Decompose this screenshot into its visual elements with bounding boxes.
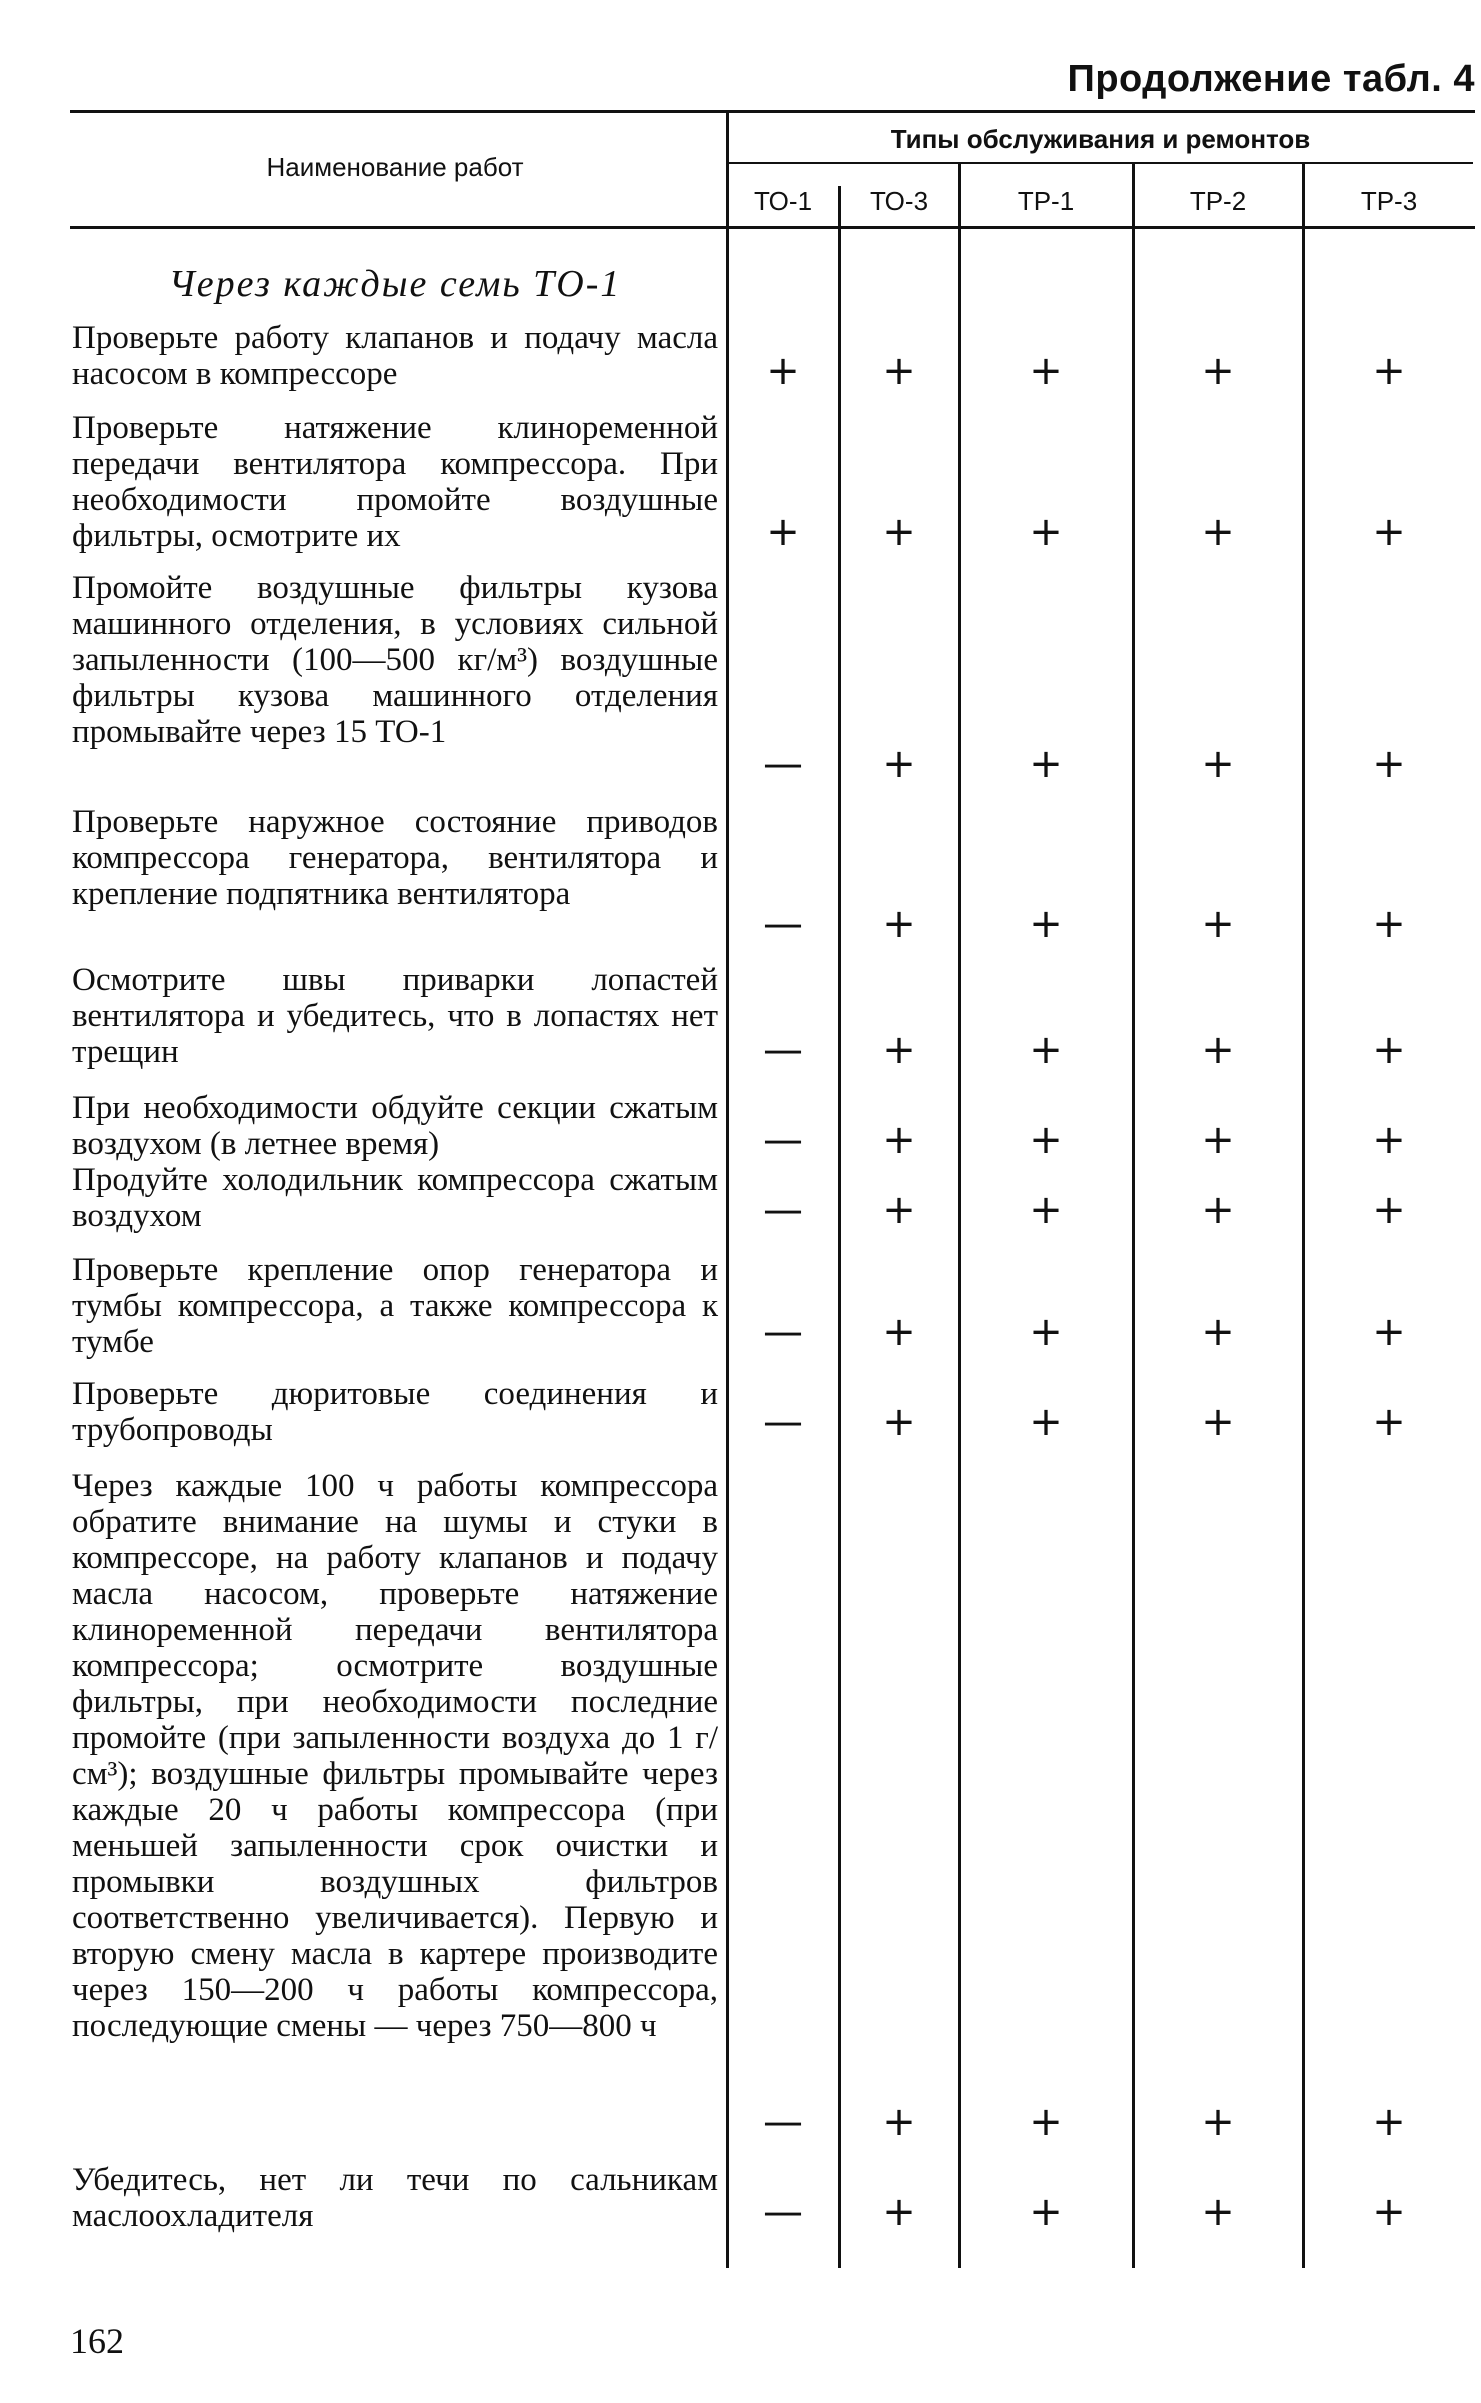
mark-cell: + [1372,1399,1406,1445]
section-title: Через каждые семь ТО-1 [168,263,622,305]
mark-cell: + [1201,348,1235,394]
column-header-tr1: ТР-1 [1017,186,1075,216]
mark-cell: + [1029,1399,1063,1445]
table-top-rule [70,110,1475,113]
mark-cell: + [1201,1117,1235,1163]
work-item: Через каждые 100 ч работы компрессора обратите внимание на шумы и стуки в компрессоре, на работу клапанов и подачу масла насосом, проверьте натяжение клиноременной передачи вентилятора компрессора; осмотрите воздушные фильтры, при необходимости последние промойте (при запыленности воздуха до 1 г/см³); воздушные фильтры промывайте через каждые 20 ч работы компрессора (при меньшей запыленности срок очистки и промывки воздушных фильтров соответственно увеличивается). Первую и вторую смену масла в картере производите через 150—200 ч работы компрессора, последующие смены — через 750—800 ч [72,1468,718,2044]
mark-cell: + [882,901,916,947]
mark-cell: + [882,1187,916,1233]
work-item: Убедитесь, нет ли течи по сальникам маслоохладителя [72,2162,718,2234]
mark-cell: + [1201,2099,1235,2145]
mark-cell: + [1201,741,1235,787]
mark-cell: + [1372,1187,1406,1233]
column-header-tr2: ТР-2 [1189,186,1247,216]
mark-cell: + [882,1027,916,1073]
mark-cell: + [1201,2189,1235,2235]
mark-cell: + [1372,1309,1406,1355]
mark-cell: + [1201,1187,1235,1233]
work-item: Осмотрите швы приварки лопастей вентилятора и убедитесь, что в лопастях нет трещин [72,962,718,1070]
mark-cell: + [1029,901,1063,947]
work-item: Проверьте дюритовые соединения и трубопроводы [72,1376,718,1448]
mark-cell: + [1029,509,1063,555]
mark-cell: + [882,1309,916,1355]
mark-cell: — [763,1027,803,1073]
mark-cell: + [1201,1027,1235,1073]
mark-cell: + [766,509,800,555]
column-header-tr3: ТР-3 [1360,186,1418,216]
work-item: Продуйте холодильник компрессора сжатым воздухом [72,1162,718,1234]
mark-cell: — [763,2099,803,2145]
work-item: Проверьте работу клапанов и подачу масла насосом в компрессоре [72,320,718,392]
mark-cell: + [1029,348,1063,394]
mark-cell: — [763,901,803,947]
mark-cell: + [1029,2099,1063,2145]
header-work-name: Наименование работ [266,152,524,182]
work-item: Проверьте наружное состояние приводов компрессора генератора, вентилятора и крепление подпятника вентилятора [72,804,718,912]
page-number: 162 [70,2321,124,2361]
header-sub-rule [728,162,1473,164]
mark-cell: — [763,1187,803,1233]
header-bottom-rule [70,226,1475,229]
mark-cell: — [763,1399,803,1445]
mark-cell: + [1029,741,1063,787]
mark-cell: + [1372,1117,1406,1163]
column-header-to1: ТО-1 [753,186,813,216]
mark-cell: + [1201,1309,1235,1355]
mark-cell: + [1372,509,1406,555]
mark-cell: — [763,1117,803,1163]
mark-cell: + [1201,901,1235,947]
mark-cell: + [1372,2099,1406,2145]
mark-cell: + [1029,1027,1063,1073]
mark-cell: + [1372,901,1406,947]
table-continuation-label: Продолжение табл. 4 [1067,58,1475,100]
mark-cell: + [1372,348,1406,394]
mark-cell: + [1201,509,1235,555]
work-item: Проверьте натяжение клиноременной передачи вентилятора компрессора. При необходимости промойте воздушные фильтры, осмотрите их [72,410,718,554]
column-header-to3: ТО-3 [869,186,929,216]
mark-cell: + [882,348,916,394]
mark-cell: + [882,509,916,555]
mark-cell: + [1201,1399,1235,1445]
mark-cell: + [882,2189,916,2235]
mark-cell: + [1029,1117,1063,1163]
mark-cell: + [1372,1027,1406,1073]
mark-cell: — [763,2189,803,2235]
mark-cell: + [1029,1187,1063,1233]
mark-cell: + [766,348,800,394]
mark-cell: + [1372,2189,1406,2235]
mark-cell: + [1372,741,1406,787]
mark-cell: + [882,1399,916,1445]
mark-cell: — [763,1309,803,1355]
mark-cell: + [1029,1309,1063,1355]
mark-cell: — [763,741,803,787]
mark-cell: + [882,2099,916,2145]
work-item: Промойте воздушные фильтры кузова машинного отделения, в условиях сильной запыленности (100—500 кг/м³) воздушные фильтры кузова машинного отделения промывайте через 15 ТО-1 [72,570,718,750]
mark-cell: + [882,1117,916,1163]
mark-cell: + [1029,2189,1063,2235]
header-types-title: Типы обслуживания и ремонтов [890,124,1311,154]
mark-cell: + [882,741,916,787]
work-item: Проверьте крепление опор генератора и тумбы компрессора, а также компрессора к тумбе [72,1252,718,1360]
work-item: При необходимости обдуйте секции сжатым воздухом (в летнее время) [72,1090,718,1162]
